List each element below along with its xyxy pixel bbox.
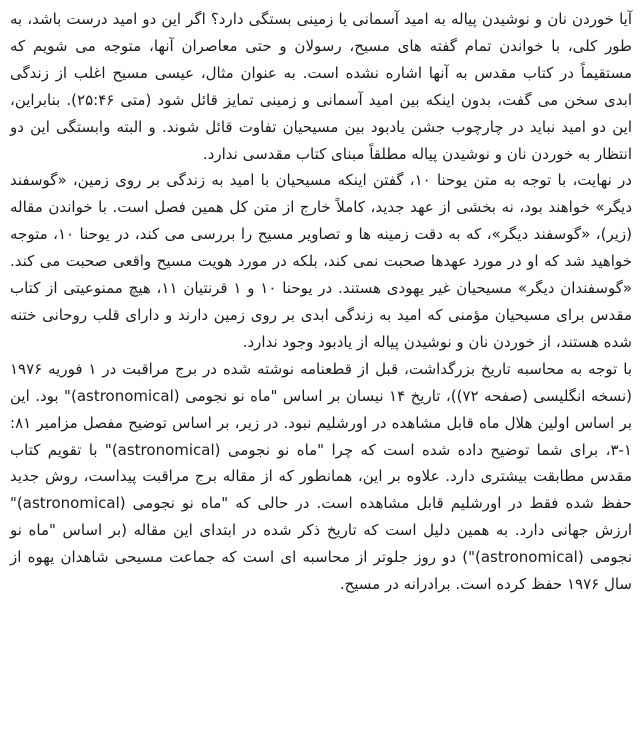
paragraph-date-calculation: با توجه به محاسبه تاریخ بزرگداشت، قبل از قطعنامه نوشته شده در برج مراقبت در ۱ فوریه ۱۹۷۶ (نسخه انگلیسی (صفحه ۷۲))، تاریخ ۱۴ نیسان بر اساس "ماه نو نجومی (astronomical)" بود. این بر اساس اولین هلال ماه قابل مشاهده در اورشلیم نبود. در زیر، بر اساس توضیح مفصل مزامیر ۸۱: ۱-۳، برای شما توضیح داده شده است که چرا "ماه نو نجومی (astronomical)" با تقویم کتاب مقدس مطابقت بیشتری دارد. علاوه بر این، همانطور که از مقاله برج مراقبت پیداست، روش جدید حفظ شده فقط در اورشلیم قابل مشاهده است. در حالی که "ماه نو نجومی (astronomical)" ارزش جهانی دارد. به همین دلیل است که تاریخ ذکر شده در ابتدای این مقاله (بر اساس "ماه نو نجومی (astronomical)") دو روز جلوتر از محاسبه ای است که جماعت مسیحی شاهدان یهوه از سال ۱۹۷۶ حفظ کرده است. برادرانه در مسیح.	[10, 359, 633, 594]
paragraph-other-sheep: در نهایت، با توجه به متن یوحنا ۱۰، گفتن اینکه مسیحیان با امید به زندگی بر روی زمین، «گوسفند دیگر» خواهند بود، نه بخشی از عهد جدید، کاملاً خارج از متن کل همین فصل است. با خواندن مقاله (زیر)، «گوسفند دیگر»، که به دقت زمینه ها و تصاویر مسیح را بررسی می کند، در یوحنا ۱۰، متوجه خواهید شد که او در مورد عهدها صحبت نمی کند، بلکه در مورد هویت مسیح واقعی صحبت می کند. «گوسفندان دیگر» مسیحیان غیر یهودی هستند. در یوحنا ۱۰ و ۱ قرنتیان ۱۱، هیچ ممنوعیتی از کتاب مقدس برای مسیحیان مؤمنی که امید به زندگی ابدی بر روی زمین دارند و دارای قلب روحانی ختنه شده هستند، از خوردن نان و نوشیدن پیاله از یادبود وجود ندارد.	[10, 171, 633, 351]
paragraph-hope-and-memorial: آیا خوردن نان و نوشیدن پیاله به امید آسمانی یا زمینی بستگی دارد؟ اگر این دو امید درست باشد، به طور کلی، با خواندن تمام گفته های مسیح، رسولان و حتی معاصران آنها، متوجه می شویم که مستقیماً در کتاب مقدس به آنها اشاره نشده است. به عنوان مثال، عیسی مسیح اغلب از زندگی ابدی سخن می گفت، بدون اینکه بین امید آسمانی و زمینی تمایز قائل شود (متی ۲۵:۴۶). بنابراین، این دو امید نباید در چارچوب جشن یادبود بین مسیحیان تفاوت قائل شوند. و البته وابستگی این دو انتظار به خوردن نان و نوشیدن پیاله مطلقاً مبنای کتاب مقدسی ندارد.	[10, 10, 632, 163]
